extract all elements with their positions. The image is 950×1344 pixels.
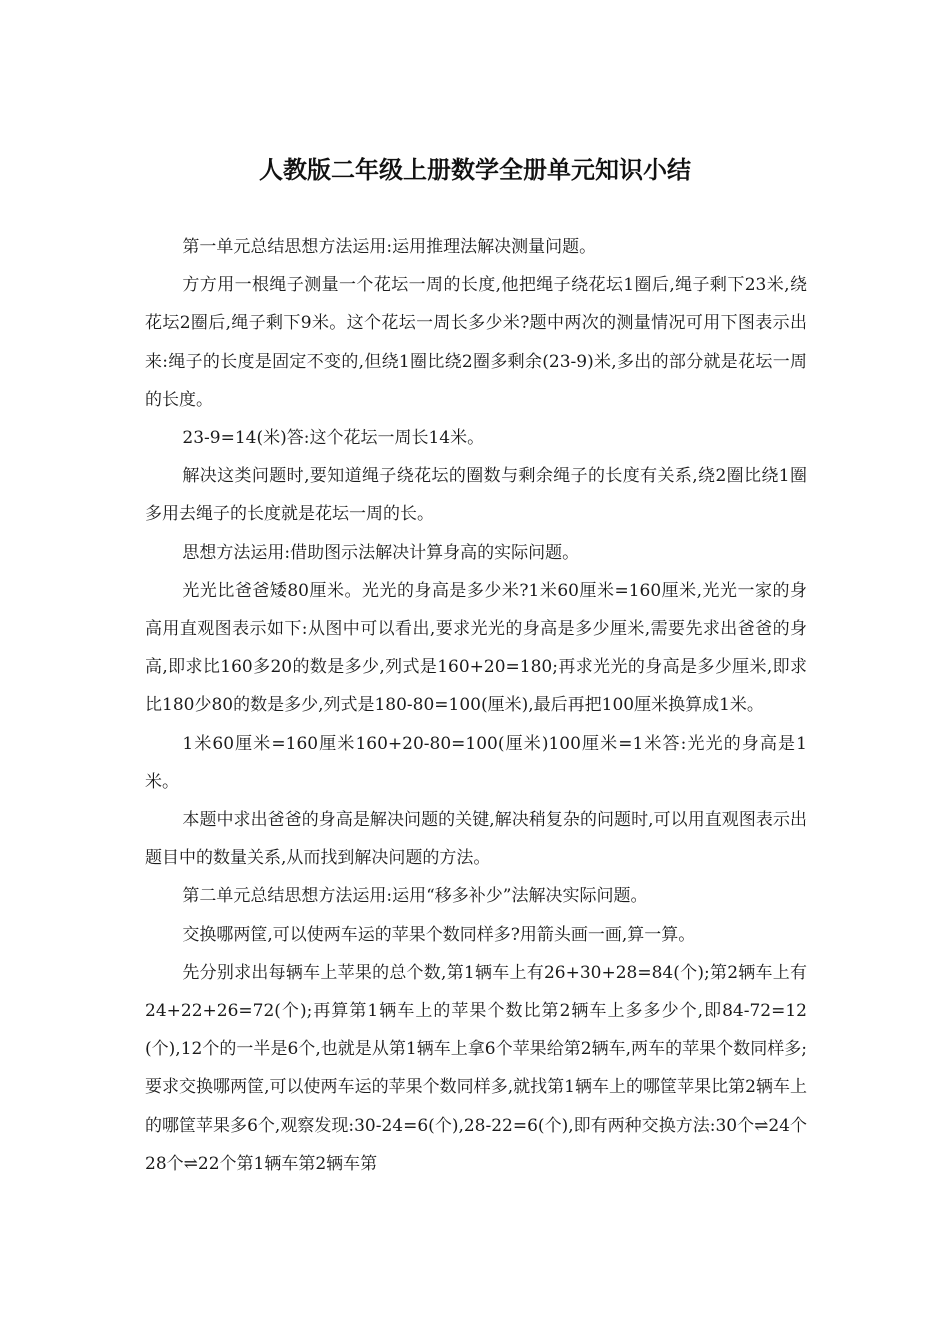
document-title: 人教版二年级上册数学全册单元知识小结	[259, 156, 691, 184]
paragraph-unit2-method: 第二单元总结思想方法运用:运用“移多补少”法解决实际问题。	[182, 886, 648, 907]
paragraph-height-answer: 1米60厘米=160厘米160+20-80=100(厘米)100厘米=1米答:光光的身高是1米。	[145, 733, 807, 792]
paragraph-unit1-method: 第一单元总结思想方法运用:运用推理法解决测量问题。	[182, 237, 597, 257]
paragraph-height-problem: 光光比爸爸矮80厘米。光光的身高是多少米?1米60厘米=160厘米,光光一家的身高用直观图表示如下:从图中可以看出,要求光光的身高是多少厘米,需要先求出爸爸的身高,即求比160多20的数是多少,列式是160+20=180;再求光光的身高是多少厘米,即求比180少80的数是多少,列式是180-80=100(厘米),最后再把100厘米换算成1米。	[145, 580, 807, 716]
paragraph-apple-question: 交换哪两筐,可以使两车运的苹果个数同样多?用箭头画一画,算一算。	[182, 924, 696, 945]
paragraph-rope-problem: 方方用一根绳子测量一个花坛一周的长度,他把绳子绕花坛1圈后,绳子剩下23米,绕花坛2圈后,绳子剩下9米。这个花坛一周长多少米?题中两次的测量情况可用下图表示出来:绳子的长度是固定不变的,但绕1圈比绕2圈多剩余(23-9)米,多出的部分就是花坛一周的长度。	[145, 275, 807, 410]
document-body	[145, 228, 807, 1183]
paragraph-rope-answer: 23-9=14(米)答:这个花坛一周长14米。	[182, 428, 485, 449]
paragraph-apple-solution: 先分别求出每辆车上苹果的总个数,第1辆车上有26+30+28=84(个);第2辆车上有24+22+26=72(个);再算第1辆车上的苹果个数比第2辆车上多多少个,即84-72=12(个),12个的一半是6个,也就是从第1辆车上拿6个苹果给第2辆车,两车的苹果个数同样多;要求交换哪两筐,可以使两车运的苹果个数同样多,就找第1辆车上的哪筐苹果比第2辆车上的哪筐苹果多6个,观察发现:30-24=6(个),28-22=6(个),即有两种交换方法:30个⇌24个28个⇌22个第1辆车第2辆车第	[145, 962, 807, 1174]
paragraph-height-method: 思想方法运用:借助图示法解决计算身高的实际问题。	[182, 542, 580, 563]
paragraph-height-summary: 本题中求出爸爸的身高是解决问题的关键,解决稍复杂的问题时,可以用直观图表示出题目中的数量关系,从而找到解决问题的方法。	[145, 810, 807, 869]
paragraph-rope-summary: 解决这类问题时,要知道绳子绕花坛的圈数与剩余绳子的长度有关系,绕2圈比绕1圈多用去绳子的长度就是花坛一周的长。	[145, 466, 807, 525]
